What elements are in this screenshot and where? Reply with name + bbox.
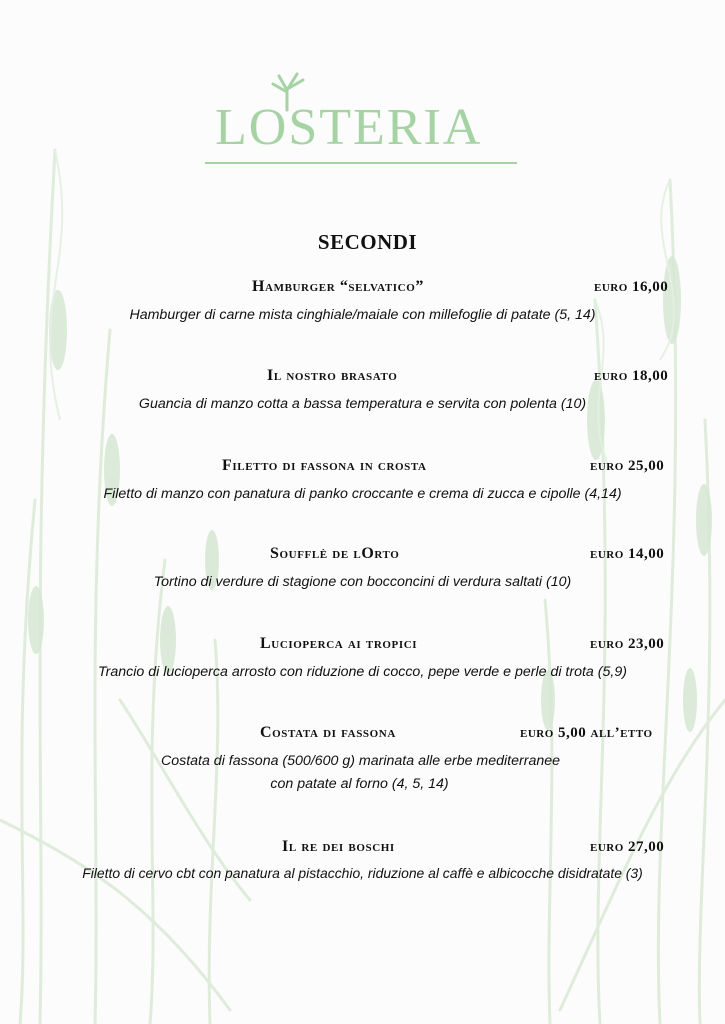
dish-name: Soufflè de lOrto — [270, 545, 400, 562]
dish-price: euro 14,00 — [590, 546, 665, 562]
dish-description: Guancia di manzo cotta a bassa temperatura e servita con polenta (10) — [138, 396, 587, 412]
dish-description: Trancio di lucioperca arrosto con riduzione di cocco, pepe verde e perle di trota (5,9) — [98, 664, 627, 680]
dish-price: euro 18,00 — [594, 368, 669, 384]
dish-name: Il re dei boschi — [282, 838, 395, 855]
dish-price: euro 25,00 — [590, 458, 665, 474]
section-title: SECONDI — [317, 230, 418, 254]
dish-price: euro 27,00 — [590, 839, 665, 855]
dish-description: Costata di fassona (500/600 g) marinata alle erbe mediterranee — [160, 753, 561, 769]
dish-price: euro 16,00 — [594, 279, 669, 295]
logo-wordmark: LOSTERIA — [215, 99, 483, 156]
dish-name: Costata di fassona — [260, 724, 396, 741]
dish-price: euro 23,00 — [590, 636, 665, 652]
logo-underline — [205, 162, 517, 164]
dish-description: Filetto di cervo cbt con panatura al pistacchio, riduzione al caffè e albicocche disidratate (3) — [82, 865, 643, 881]
dish-description: Hamburger di carne mista cinghiale/maiale con millefoglie di patate (5, 14) — [129, 307, 596, 323]
dish-name: Hamburger “selvatico” — [252, 278, 424, 295]
dish-description: con patate al forno (4, 5, 14) — [270, 776, 449, 792]
dish-name: Il nostro brasato — [267, 367, 398, 384]
dish-name: Filetto di fassona in crosta — [222, 457, 427, 474]
dish-description: Tortino di verdure di stagione con bocconcini di verdura saltati (10) — [153, 574, 572, 590]
dish-name: Lucioperca ai tropici — [260, 635, 418, 652]
dish-description: Filetto di manzo con panatura di panko croccante e crema di zucca e cipolle (4,14) — [103, 486, 622, 502]
logo — [205, 70, 517, 170]
dish-price: euro 5,00 all’etto — [520, 725, 653, 741]
